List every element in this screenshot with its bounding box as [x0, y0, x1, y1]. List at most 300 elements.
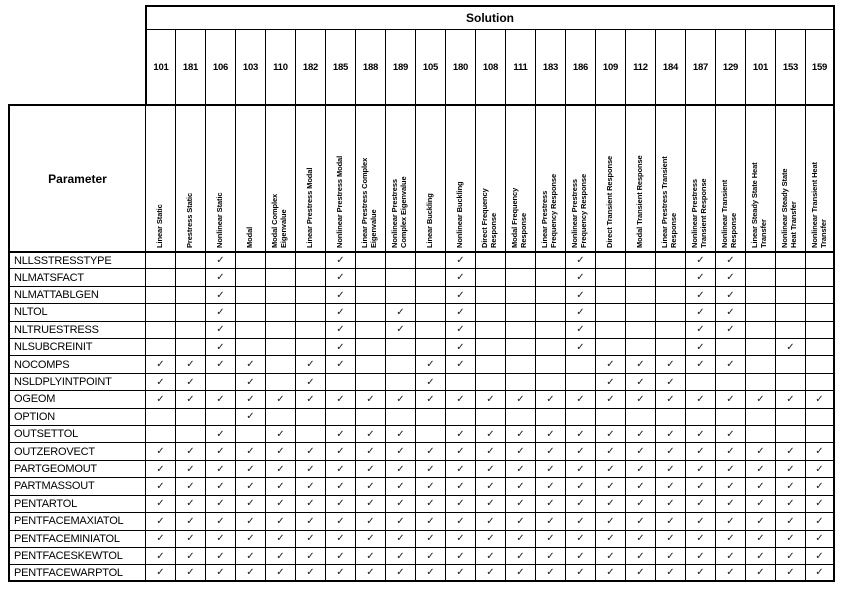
row-label-option: OPTION	[8, 408, 145, 425]
empty-cell	[505, 268, 535, 285]
empty-cell	[175, 286, 205, 303]
check-cell: ✓	[565, 286, 595, 303]
check-cell: ✓	[295, 512, 325, 529]
empty-cell	[355, 355, 385, 372]
check-cell: ✓	[415, 460, 445, 477]
check-cell: ✓	[205, 321, 235, 338]
solution-number-111: 111	[505, 29, 535, 104]
check-cell: ✓	[655, 425, 685, 442]
check-cell: ✓	[235, 390, 265, 407]
row-label-nlsubcreinit: NLSUBCREINIT	[8, 338, 145, 355]
solution-name-label: Modal	[244, 226, 254, 248]
check-cell: ✓	[385, 303, 415, 320]
empty-cell	[145, 321, 175, 338]
empty-cell	[295, 338, 325, 355]
solution-name-109	[595, 104, 625, 251]
check-cell: ✓	[175, 442, 205, 459]
empty-cell	[295, 321, 325, 338]
check-cell: ✓	[475, 564, 505, 581]
check-cell: ✓	[655, 355, 685, 372]
check-cell: ✓	[265, 390, 295, 407]
check-cell: ✓	[295, 442, 325, 459]
empty-cell	[505, 251, 535, 268]
check-cell: ✓	[205, 460, 235, 477]
check-cell: ✓	[715, 495, 745, 512]
empty-cell	[505, 303, 535, 320]
solution-name-label: Linear Static	[154, 204, 164, 248]
row-label-nocomps: NOCOMPS	[8, 355, 145, 372]
solution-name-label: Modal Frequency Response	[510, 187, 528, 248]
check-cell: ✓	[745, 495, 775, 512]
check-cell: ✓	[775, 495, 805, 512]
check-cell: ✓	[295, 530, 325, 547]
check-cell: ✓	[415, 530, 445, 547]
row-label-outzerovect: OUTZEROVECT	[8, 442, 145, 459]
solution-number-101: 101	[145, 29, 175, 104]
empty-cell	[445, 408, 475, 425]
empty-cell	[535, 355, 565, 372]
check-cell: ✓	[625, 442, 655, 459]
empty-cell	[295, 408, 325, 425]
check-cell: ✓	[355, 477, 385, 494]
solution-name-189	[385, 104, 415, 251]
check-cell: ✓	[475, 477, 505, 494]
check-cell: ✓	[175, 547, 205, 564]
empty-cell	[535, 303, 565, 320]
check-cell: ✓	[325, 495, 355, 512]
check-cell: ✓	[565, 477, 595, 494]
check-cell: ✓	[595, 495, 625, 512]
check-cell: ✓	[685, 355, 715, 372]
empty-cell	[505, 408, 535, 425]
check-cell: ✓	[535, 495, 565, 512]
solution-name-159	[805, 104, 835, 251]
check-cell: ✓	[505, 530, 535, 547]
row-label-nlmatsfact: NLMATSFACT	[8, 268, 145, 285]
check-cell: ✓	[295, 373, 325, 390]
empty-cell	[205, 373, 235, 390]
empty-cell	[595, 321, 625, 338]
check-cell: ✓	[145, 530, 175, 547]
check-cell: ✓	[595, 373, 625, 390]
check-cell: ✓	[715, 530, 745, 547]
check-cell: ✓	[595, 425, 625, 442]
check-cell: ✓	[685, 303, 715, 320]
check-cell: ✓	[325, 338, 355, 355]
check-cell: ✓	[565, 442, 595, 459]
solution-name-label: Direct Frequency Response	[480, 188, 498, 248]
empty-cell	[655, 321, 685, 338]
empty-cell	[415, 408, 445, 425]
check-cell: ✓	[655, 442, 685, 459]
check-cell: ✓	[325, 477, 355, 494]
check-cell: ✓	[685, 286, 715, 303]
empty-cell	[355, 286, 385, 303]
check-cell: ✓	[235, 355, 265, 372]
solution-number-188: 188	[355, 29, 385, 104]
check-cell: ✓	[565, 425, 595, 442]
solution-name-103	[235, 104, 265, 251]
check-cell: ✓	[385, 512, 415, 529]
empty-cell	[715, 408, 745, 425]
check-cell: ✓	[235, 564, 265, 581]
empty-cell	[205, 408, 235, 425]
check-cell: ✓	[145, 373, 175, 390]
check-cell: ✓	[805, 512, 835, 529]
check-cell: ✓	[565, 338, 595, 355]
check-cell: ✓	[355, 390, 385, 407]
empty-cell	[565, 355, 595, 372]
check-cell: ✓	[385, 477, 415, 494]
solution-name-label: Nonlinear Prestress Transient Response	[690, 178, 708, 248]
check-cell: ✓	[415, 373, 445, 390]
check-cell: ✓	[595, 355, 625, 372]
check-cell: ✓	[715, 442, 745, 459]
check-cell: ✓	[535, 460, 565, 477]
check-cell: ✓	[625, 373, 655, 390]
empty-cell	[775, 408, 805, 425]
check-cell: ✓	[325, 286, 355, 303]
check-cell: ✓	[715, 390, 745, 407]
check-cell: ✓	[625, 547, 655, 564]
empty-cell	[625, 321, 655, 338]
check-cell: ✓	[325, 390, 355, 407]
row-label-nltruestress: NLTRUESTRESS	[8, 321, 145, 338]
check-cell: ✓	[205, 268, 235, 285]
solution-name-label: Nonlinear Prestress Complex Eigenvalue	[390, 176, 408, 248]
check-cell: ✓	[445, 564, 475, 581]
check-cell: ✓	[235, 442, 265, 459]
check-cell: ✓	[805, 495, 835, 512]
solution-name-label: Direct Transient Response	[604, 155, 614, 248]
empty-cell	[745, 268, 775, 285]
check-cell: ✓	[535, 390, 565, 407]
solution-name-111	[505, 104, 535, 251]
check-cell: ✓	[415, 495, 445, 512]
solution-name-label: Nonlinear Prestress Frequency Response	[570, 173, 588, 248]
check-cell: ✓	[475, 530, 505, 547]
check-cell: ✓	[685, 321, 715, 338]
check-cell: ✓	[775, 547, 805, 564]
check-cell: ✓	[685, 530, 715, 547]
row-label-nllsstresstype: NLLSSTRESSTYPE	[8, 251, 145, 268]
empty-cell	[145, 286, 175, 303]
empty-cell	[385, 373, 415, 390]
check-cell: ✓	[625, 530, 655, 547]
empty-cell	[595, 303, 625, 320]
check-cell: ✓	[295, 355, 325, 372]
check-cell: ✓	[385, 442, 415, 459]
check-cell: ✓	[325, 547, 355, 564]
empty-cell	[775, 321, 805, 338]
empty-cell	[145, 268, 175, 285]
check-cell: ✓	[715, 547, 745, 564]
check-cell: ✓	[295, 460, 325, 477]
check-cell: ✓	[145, 355, 175, 372]
solution-name-110	[265, 104, 295, 251]
check-cell: ✓	[805, 477, 835, 494]
empty-cell	[295, 286, 325, 303]
check-cell: ✓	[175, 495, 205, 512]
empty-cell	[805, 268, 835, 285]
empty-cell	[745, 286, 775, 303]
empty-cell	[355, 338, 385, 355]
check-cell: ✓	[415, 547, 445, 564]
check-cell: ✓	[175, 460, 205, 477]
row-label-partmassout: PARTMASSOUT	[8, 477, 145, 494]
solution-name-label: Nonlinear Buckling	[454, 181, 464, 248]
check-cell: ✓	[595, 547, 625, 564]
empty-cell	[295, 268, 325, 285]
check-cell: ✓	[685, 338, 715, 355]
check-cell: ✓	[505, 477, 535, 494]
empty-cell	[745, 321, 775, 338]
empty-cell	[625, 408, 655, 425]
check-cell: ✓	[355, 530, 385, 547]
row-label-pentartol: PENTARTOL	[8, 495, 145, 512]
check-cell: ✓	[265, 477, 295, 494]
check-cell: ✓	[475, 512, 505, 529]
check-cell: ✓	[205, 425, 235, 442]
empty-cell	[265, 303, 295, 320]
check-cell: ✓	[355, 442, 385, 459]
check-cell: ✓	[625, 460, 655, 477]
check-cell: ✓	[535, 477, 565, 494]
check-cell: ✓	[385, 321, 415, 338]
solution-name-101	[745, 104, 775, 251]
solution-number-181: 181	[175, 29, 205, 104]
check-cell: ✓	[175, 512, 205, 529]
check-cell: ✓	[205, 564, 235, 581]
check-cell: ✓	[445, 338, 475, 355]
check-cell: ✓	[505, 460, 535, 477]
check-cell: ✓	[535, 547, 565, 564]
empty-cell	[355, 408, 385, 425]
check-cell: ✓	[745, 460, 775, 477]
check-cell: ✓	[475, 390, 505, 407]
check-cell: ✓	[655, 547, 685, 564]
check-cell: ✓	[325, 530, 355, 547]
check-cell: ✓	[415, 390, 445, 407]
check-cell: ✓	[805, 460, 835, 477]
empty-cell	[805, 286, 835, 303]
solution-name-label: Nonlinear Steady State Heat Transfer	[780, 168, 798, 248]
check-cell: ✓	[505, 512, 535, 529]
check-cell: ✓	[715, 512, 745, 529]
check-cell: ✓	[775, 564, 805, 581]
check-cell: ✓	[205, 495, 235, 512]
empty-cell	[685, 408, 715, 425]
empty-cell	[475, 286, 505, 303]
row-label-pentfaceskewtol: PENTFACESKEWTOL	[8, 547, 145, 564]
solution-number-103: 103	[235, 29, 265, 104]
check-cell: ✓	[565, 547, 595, 564]
check-cell: ✓	[475, 460, 505, 477]
check-cell: ✓	[505, 547, 535, 564]
solution-name-181	[175, 104, 205, 251]
check-cell: ✓	[775, 530, 805, 547]
empty-cell	[415, 268, 445, 285]
check-cell: ✓	[415, 564, 445, 581]
check-cell: ✓	[565, 495, 595, 512]
row-label-ogeom: OGEOM	[8, 390, 145, 407]
check-cell: ✓	[445, 495, 475, 512]
check-cell: ✓	[535, 442, 565, 459]
empty-cell	[805, 373, 835, 390]
solution-number-159: 159	[805, 29, 835, 104]
check-cell: ✓	[175, 477, 205, 494]
check-cell: ✓	[565, 251, 595, 268]
check-cell: ✓	[625, 425, 655, 442]
parameter-header: Parameter	[8, 104, 145, 251]
check-cell: ✓	[325, 425, 355, 442]
check-cell: ✓	[355, 547, 385, 564]
empty-cell	[715, 373, 745, 390]
check-cell: ✓	[205, 390, 235, 407]
check-cell: ✓	[355, 512, 385, 529]
empty-cell	[505, 373, 535, 390]
check-cell: ✓	[145, 390, 175, 407]
check-cell: ✓	[445, 530, 475, 547]
row-label-pentfaceminiatol: PENTFACEMINIATOL	[8, 530, 145, 547]
check-cell: ✓	[595, 564, 625, 581]
empty-cell	[505, 321, 535, 338]
check-cell: ✓	[295, 547, 325, 564]
solution-number-129: 129	[715, 29, 745, 104]
check-cell: ✓	[745, 547, 775, 564]
check-cell: ✓	[175, 530, 205, 547]
empty-cell	[715, 338, 745, 355]
solution-name-label: Nonlinear Transient Response	[720, 179, 738, 248]
check-cell: ✓	[565, 268, 595, 285]
check-cell: ✓	[175, 390, 205, 407]
check-cell: ✓	[775, 390, 805, 407]
check-cell: ✓	[715, 251, 745, 268]
check-cell: ✓	[565, 512, 595, 529]
empty-cell	[775, 373, 805, 390]
empty-cell	[175, 425, 205, 442]
check-cell: ✓	[655, 530, 685, 547]
solution-number-183: 183	[535, 29, 565, 104]
check-cell: ✓	[385, 564, 415, 581]
solution-name-101	[145, 104, 175, 251]
check-cell: ✓	[715, 460, 745, 477]
check-cell: ✓	[505, 564, 535, 581]
check-cell: ✓	[715, 303, 745, 320]
empty-cell	[385, 268, 415, 285]
check-cell: ✓	[445, 477, 475, 494]
check-cell: ✓	[475, 495, 505, 512]
empty-cell	[655, 286, 685, 303]
empty-cell	[175, 408, 205, 425]
check-cell: ✓	[355, 425, 385, 442]
check-cell: ✓	[655, 495, 685, 512]
solution-name-186	[565, 104, 595, 251]
check-cell: ✓	[265, 547, 295, 564]
empty-cell	[595, 286, 625, 303]
empty-cell	[745, 251, 775, 268]
empty-cell	[235, 321, 265, 338]
check-cell: ✓	[355, 564, 385, 581]
check-cell: ✓	[565, 564, 595, 581]
check-cell: ✓	[265, 564, 295, 581]
empty-cell	[415, 251, 445, 268]
check-cell: ✓	[595, 530, 625, 547]
empty-cell	[265, 355, 295, 372]
empty-cell	[745, 373, 775, 390]
empty-cell	[535, 321, 565, 338]
empty-cell	[235, 251, 265, 268]
check-cell: ✓	[595, 390, 625, 407]
solution-name-label: Linear Prestress Frequency Response	[540, 173, 558, 248]
solution-number-182: 182	[295, 29, 325, 104]
check-cell: ✓	[685, 442, 715, 459]
check-cell: ✓	[295, 390, 325, 407]
check-cell: ✓	[145, 564, 175, 581]
row-label-nltol: NLTOL	[8, 303, 145, 320]
empty-cell	[775, 268, 805, 285]
empty-cell	[385, 355, 415, 372]
empty-cell	[415, 321, 445, 338]
empty-cell	[805, 425, 835, 442]
empty-cell	[655, 268, 685, 285]
check-cell: ✓	[715, 425, 745, 442]
empty-cell	[145, 303, 175, 320]
empty-cell	[175, 303, 205, 320]
solution-name-184	[655, 104, 685, 251]
check-cell: ✓	[355, 460, 385, 477]
check-cell: ✓	[295, 564, 325, 581]
solution-name-188	[355, 104, 385, 251]
check-cell: ✓	[805, 390, 835, 407]
check-cell: ✓	[265, 530, 295, 547]
check-cell: ✓	[715, 268, 745, 285]
empty-cell	[235, 286, 265, 303]
check-cell: ✓	[775, 512, 805, 529]
check-cell: ✓	[175, 373, 205, 390]
check-cell: ✓	[235, 512, 265, 529]
empty-cell	[475, 408, 505, 425]
empty-cell	[505, 338, 535, 355]
check-cell: ✓	[205, 530, 235, 547]
check-cell: ✓	[625, 477, 655, 494]
check-cell: ✓	[415, 442, 445, 459]
empty-cell	[745, 425, 775, 442]
empty-cell	[655, 303, 685, 320]
check-cell: ✓	[805, 442, 835, 459]
empty-cell	[595, 408, 625, 425]
check-cell: ✓	[505, 442, 535, 459]
empty-cell	[265, 338, 295, 355]
row-label-outsettol: OUTSETTOL	[8, 425, 145, 442]
check-cell: ✓	[445, 268, 475, 285]
check-cell: ✓	[445, 425, 475, 442]
solution-parameter-matrix	[8, 5, 835, 582]
check-cell: ✓	[145, 512, 175, 529]
empty-cell	[625, 251, 655, 268]
check-cell: ✓	[535, 564, 565, 581]
check-cell: ✓	[445, 442, 475, 459]
empty-cell	[805, 303, 835, 320]
row-label-nsldplyintpoint: NSLDPLYINTPOINT	[8, 373, 145, 390]
check-cell: ✓	[145, 477, 175, 494]
empty-cell	[655, 251, 685, 268]
empty-cell	[655, 338, 685, 355]
check-cell: ✓	[475, 547, 505, 564]
empty-cell	[475, 338, 505, 355]
empty-cell	[535, 286, 565, 303]
check-cell: ✓	[685, 512, 715, 529]
